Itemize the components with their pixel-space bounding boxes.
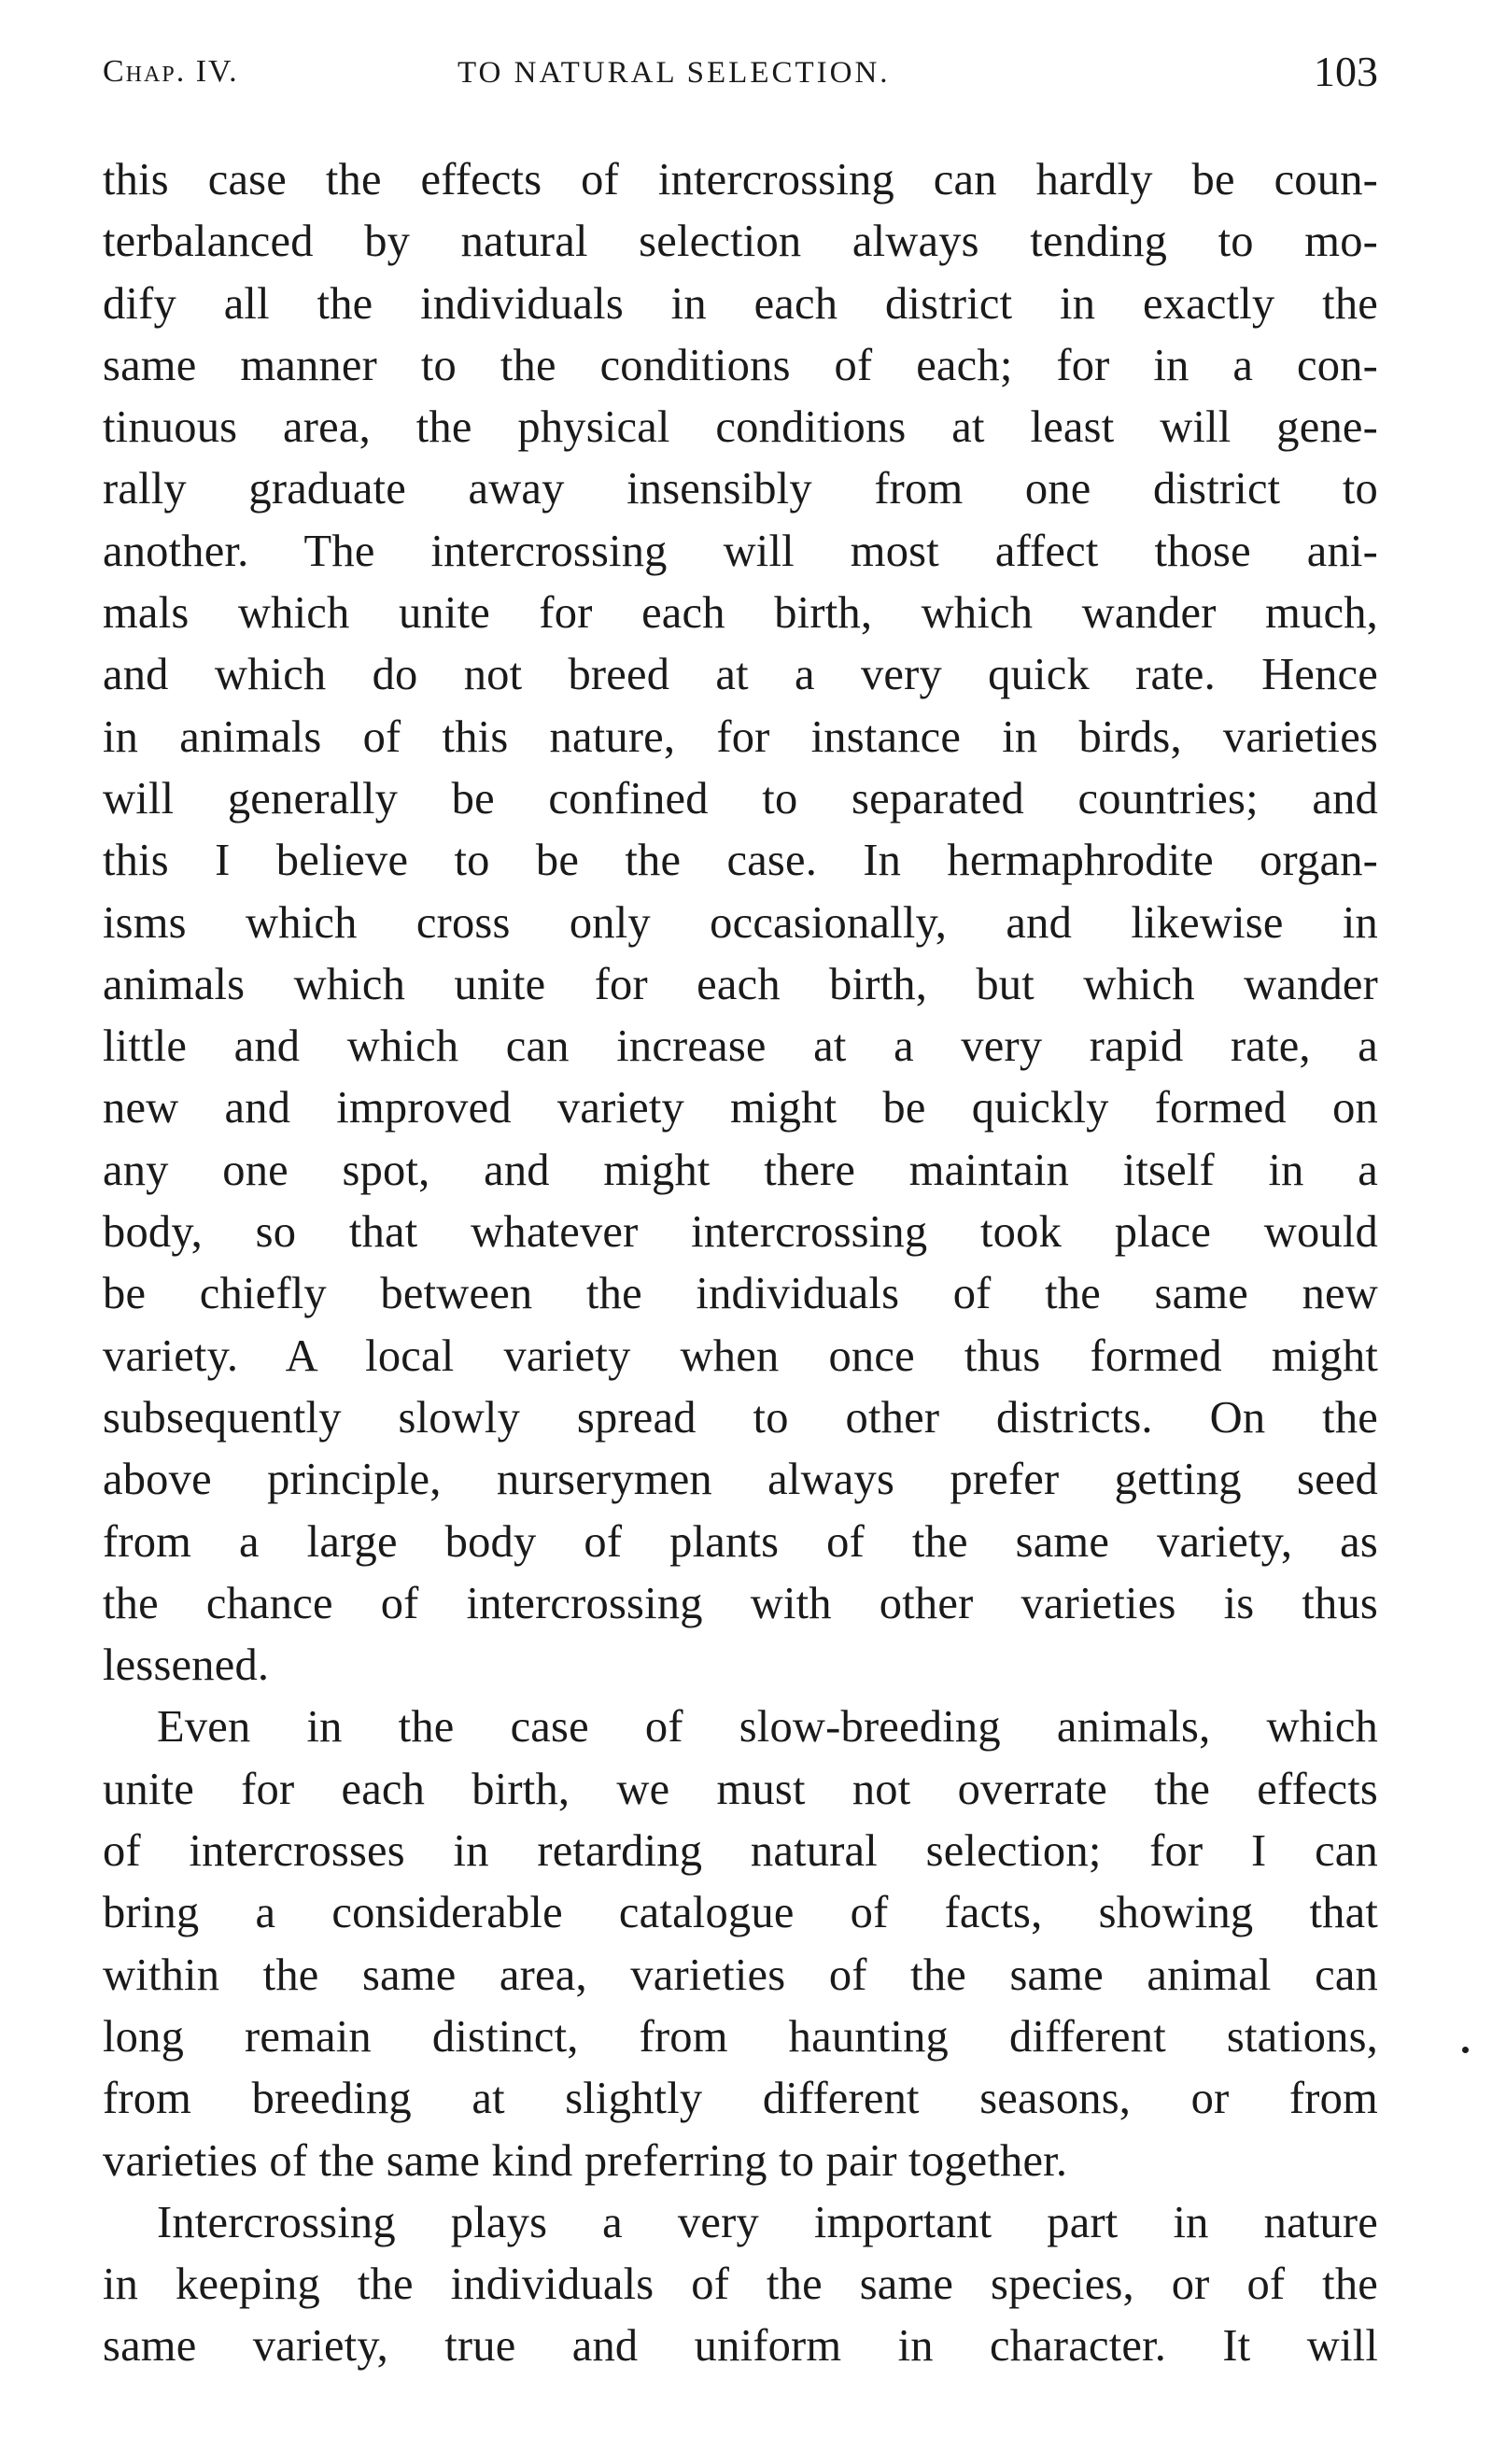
text-line: Even in the case of slow-breeding animals, which <box>157 1702 1378 1753</box>
text-line: within the same area, varieties of the same animal can <box>103 1950 1378 2000</box>
text-line: dify all the individuals in each district in exactly the <box>103 278 1378 329</box>
text-line: above principle, nurserymen always prefer getting seed <box>103 1455 1378 1505</box>
text-line: in animals of this nature, for instance in birds, varieties <box>103 711 1378 762</box>
text-line: isms which cross only occasionally, and likewise in <box>103 897 1378 948</box>
body-text <box>103 149 1378 2378</box>
text-line: same variety, true and uniform in character. It will <box>103 2321 1378 2372</box>
text-line: bring a considerable catalogue of facts, showing that <box>103 1888 1378 1938</box>
text-line: be chiefly between the individuals of the same new <box>103 1269 1378 1319</box>
paragraph-3 <box>103 2192 1378 2378</box>
text-line: tinuous area, the physical conditions at least will gene- <box>103 402 1378 453</box>
text-line: from a large body of plants of the same variety, as <box>103 1516 1378 1567</box>
running-title: TO NATURAL SELECTION. <box>457 56 891 90</box>
page-number: 103 <box>1314 48 1378 95</box>
text-line: terbalanced by natural selection always tending to mo- <box>103 217 1378 267</box>
text-line: little and which can increase at a very rapid rate, a <box>103 1021 1378 1072</box>
running-head <box>103 45 1378 110</box>
text-line: variety. A local variety when once thus formed might <box>103 1331 1378 1381</box>
paragraph-1 <box>103 149 1378 1697</box>
text-line: rally graduate away insensibly from one district to <box>103 464 1378 514</box>
text-line: the chance of intercrossing with other varieties is thus <box>103 1578 1378 1628</box>
text-line: Intercrossing plays a very important part in nature <box>157 2197 1378 2247</box>
paragraph-2 <box>103 1697 1378 2191</box>
text-line: long remain distinct, from haunting different stations, <box>103 2011 1378 2062</box>
text-line: varieties of the same kind preferring to pair together. <box>103 2135 1068 2186</box>
text-line: mals which unite for each birth, which wander much, <box>103 588 1378 639</box>
text-line: lessened. <box>103 1640 270 1691</box>
text-line: subsequently slowly spread to other districts. On the <box>103 1392 1378 1443</box>
text-line: from breeding at slightly different seasons, or from <box>103 2074 1378 2124</box>
stray-ink-dot <box>1462 2047 1469 2053</box>
text-line: same manner to the conditions of each; for in a con- <box>103 340 1378 390</box>
text-line: of intercrosses in retarding natural selection; for I can <box>103 1826 1378 1877</box>
text-line: another. The intercrossing will most affect those ani- <box>103 526 1378 576</box>
chapter-label: Chap. IV. <box>103 54 239 89</box>
text-line: unite for each birth, we must not overrate the effects <box>103 1764 1378 1814</box>
text-line: will generally be confined to separated countries; and <box>103 773 1378 824</box>
text-line: and which do not breed at a very quick rate. Hence <box>103 650 1378 700</box>
text-line: body, so that whatever intercrossing took place would <box>103 1207 1378 1258</box>
text-line: animals which unite for each birth, but which wander <box>103 959 1378 1009</box>
text-line: this I believe to be the case. In hermaphrodite organ- <box>103 836 1378 886</box>
text-line: this case the effects of intercrossing can hardly be coun- <box>103 155 1378 204</box>
text-line: any one spot, and might there maintain itself in a <box>103 1145 1378 1195</box>
text-line: new and improved variety might be quickly formed on <box>103 1083 1378 1133</box>
text-line: in keeping the individuals of the same species, or of the <box>103 2260 1378 2310</box>
